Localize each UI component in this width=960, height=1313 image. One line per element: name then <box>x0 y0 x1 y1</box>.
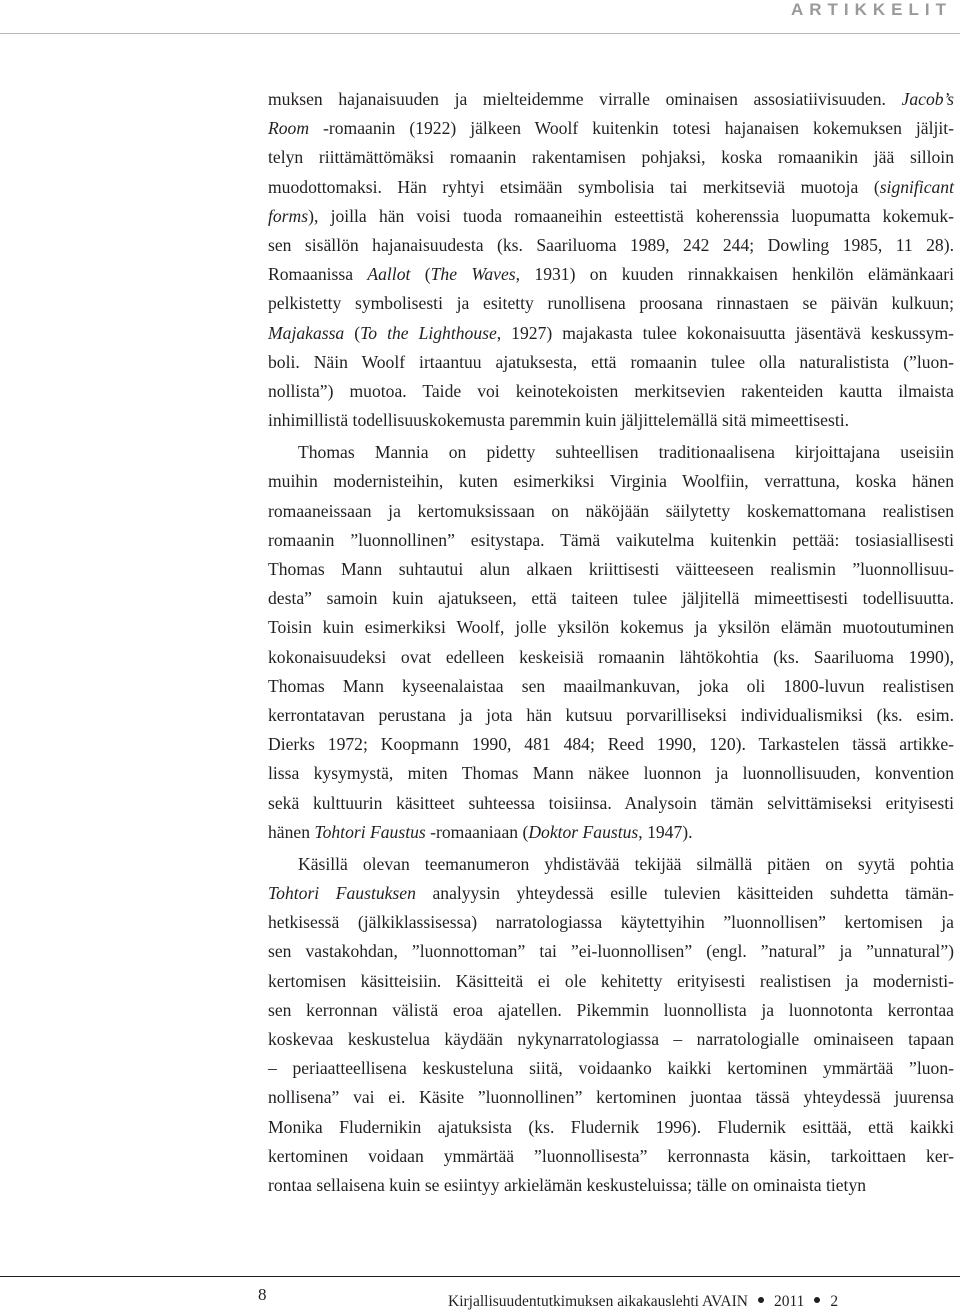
italic-title-text: Jacob’s <box>901 89 954 109</box>
text-segment: , 1947). <box>638 821 693 842</box>
text-segment: Thomas Mann kyseenalaistaa sen maailmankuvan, joka oli 1800-luvun realistisen <box>268 675 954 696</box>
paragraph <box>268 438 954 847</box>
text-line <box>268 114 954 143</box>
italic-title-text: Tohtori Faustus <box>314 821 426 842</box>
text-segment: hänen <box>268 821 315 842</box>
text-segment: romaaneissaan ja kertomuksissaan on näköjään säilytetty koskemattomana realistisen <box>268 500 954 521</box>
text-segment: muihin modernisteihin, kuten esimerkiksi Virginia Woolfiin, verrattuna, koska hänen <box>268 471 954 492</box>
footer-divider <box>0 1276 960 1277</box>
italic-title-text: To the Lighthouse <box>360 322 497 343</box>
text-line <box>268 555 954 584</box>
text-segment: kertominen voidaan ymmärtää ”luonnollisesta” kerronnasta käsin, tarkoittaen ker- <box>268 1145 954 1166</box>
text-line <box>268 701 954 730</box>
text-segment: -romaaniaan ( <box>425 821 529 842</box>
bullet-separator <box>758 1297 764 1303</box>
text-line <box>268 319 954 348</box>
text-segment: , 1927) majakasta tulee kokonaisuutta jäsentävä keskussym- <box>496 322 955 343</box>
text-line <box>268 879 954 908</box>
text-segment: kokonaisuudeksi ovat edelleen keskeisiä romaanin lähtökohtia (ks. Saariluoma 1990), <box>268 646 954 667</box>
text-line <box>268 584 954 613</box>
bullet-separator <box>814 1297 820 1303</box>
text-line <box>268 996 954 1025</box>
italic-title-text: Tohtori Faustuksen <box>268 883 416 904</box>
text-line <box>268 967 954 996</box>
text-segment: Käsillä olevan teemanumeron yhdistävää tekijää silmällä pitäen on syytä pohtia <box>298 853 954 874</box>
text-line <box>268 1083 954 1112</box>
text-segment: pelkistetty symbolisesti ja esitetty runollisena proosana rinnastaen se päivän kulkuun; <box>268 293 954 314</box>
text-segment: Romaanissa <box>268 264 368 285</box>
italic-title-text: Room <box>268 118 310 139</box>
text-segment: Dierks 1972; Koopmann 1990, 481 484; Reed 1990, 120). Tarkastelen tässä artikke- <box>268 734 954 755</box>
article-body <box>268 85 954 1200</box>
paragraph <box>268 85 954 435</box>
text-segment: ), joilla hän voisi tuoda romaaneihin esteettistä koherenssia luopumatta kokemuk- <box>308 205 954 226</box>
journal-issue: 2 <box>830 1293 839 1310</box>
text-line <box>268 497 954 526</box>
italic-title-text: Majakassa <box>268 322 345 343</box>
text-line <box>268 1142 954 1171</box>
text-line <box>268 1025 954 1054</box>
text-segment: sekä kulttuurin käsitteet suhteessa toisiinsa. Analysoin tämän selvittämiseksi erityisesti <box>268 792 954 813</box>
text-segment: kerrontatavan perustana ja jota hän kutsuu porvarilliseksi individualismiksi (ks. esim. <box>268 704 954 725</box>
text-segment: boli. Näin Woolf irtaantuu ajatuksesta, että romaanin tulee olla naturalistista (”luon- <box>268 351 954 372</box>
italic-title-text: The Waves <box>430 264 516 285</box>
text-segment: Monika Fludernikin ajatuksista (ks. Fludernik 1996). Fludernik esittää, että kaikki <box>268 1116 954 1137</box>
text-segment: -romaanin (1922) jälkeen Woolf kuitenkin totesi hajanaisen kokemuksen jäljit- <box>309 118 954 139</box>
text-segment: sen kerronnan välistä eroa ajatellen. Pikemmin luonnollista ja luonnotonta kerrontaa <box>268 999 954 1020</box>
journal-info <box>448 1293 838 1311</box>
text-line <box>268 730 954 759</box>
text-segment: ( <box>344 322 361 343</box>
text-line <box>268 438 954 467</box>
text-segment: inhimillistä todellisuuskokemusta paremmin kuin jäljittelemällä sitä mimeettisesti. <box>268 410 849 431</box>
text-line <box>268 1054 954 1083</box>
text-line <box>268 937 954 966</box>
text-segment: rontaa sellaisena kuin se esiintyy arkielämän keskusteluissa; tälle on ominaista tietyn <box>268 1174 867 1195</box>
text-line <box>268 348 954 377</box>
text-line <box>268 260 954 289</box>
text-line <box>268 789 954 818</box>
text-segment: telyn riittämättömäksi romaanin rakentamisen pohjaksi, koska romaanikin jää silloin <box>268 147 954 168</box>
text-line <box>268 672 954 701</box>
text-segment: lissa kysymystä, miten Thomas Mann näkee luonnon ja luonnollisuuden, konvention <box>268 763 954 784</box>
text-segment: – periaatteellisena keskusteluna siitä, voidaanko kaikki kertominen ymmärtää ”luon- <box>268 1058 954 1079</box>
text-segment: ( <box>410 264 431 285</box>
text-segment: muksen hajanaisuuden ja mielteidemme virralle ominaisen assosiatiivisuuden. <box>268 89 902 109</box>
italic-title-text: significant <box>879 176 954 197</box>
text-line <box>268 377 954 406</box>
text-line <box>268 1171 954 1200</box>
text-line <box>268 1113 954 1142</box>
text-segment: kertomisen käsitteisiin. Käsitteitä ei ole kehitetty erityisesti realistisen ja modernisti- <box>268 970 954 991</box>
text-line <box>268 613 954 642</box>
text-segment: Toisin kuin esimerkiksi Woolf, jolle yksilön kokemus ja yksilön elämän muotoutuminen <box>268 617 954 638</box>
text-segment: koskevaa keskustelua käydään nykynarratologiassa – narratologialle ominaiseen tapaan <box>268 1029 954 1049</box>
text-segment: , 1931) on kuuden rinnakkaisen henkilön elämänkaari <box>515 264 954 285</box>
text-line <box>268 289 954 318</box>
text-line <box>268 759 954 788</box>
text-segment: hetkisessä (jälkiklassisessa) narratologiassa käytettyihin ”luonnollisen” kertomisen ja <box>268 912 954 933</box>
text-segment: romaanin ”luonnollinen” esitystapa. Tämä vaikutelma kuitenkin pettää: tosiasiallisesti <box>268 529 954 550</box>
text-segment: Thomas Mannia on pidetty suhteellisen traditionaalisena kirjoittajana useisiin <box>298 442 954 463</box>
text-line <box>268 231 954 260</box>
text-line <box>268 406 954 435</box>
header-divider <box>0 33 960 34</box>
text-line <box>268 526 954 555</box>
text-line <box>268 850 954 879</box>
text-segment: muodottomaksi. Hän ryhtyi etsimään symbolisia tai merkitseviä muotoja ( <box>268 176 880 197</box>
text-segment: sen sisällön hajanaisuudesta (ks. Saariluoma 1989, 242 244; Dowling 1985, 11 28). <box>268 234 954 255</box>
text-line <box>268 908 954 937</box>
text-line <box>268 85 954 114</box>
text-line <box>268 173 954 202</box>
italic-title-text: Doktor Faustus <box>528 821 639 842</box>
text-segment: Thomas Mann suhtautui alun alkaen kriittisesti väitteeseen realismin ”luonnollisuu- <box>268 559 954 579</box>
section-label: ARTIKKELIT <box>790 0 952 19</box>
journal-year: 2011 <box>773 1293 805 1310</box>
journal-title: Kirjallisuudentutkimuksen aikakauslehti AVAIN <box>448 1293 748 1310</box>
text-segment: analyysin yhteydessä esille tulevien käsitteiden suhdetta tämän- <box>415 883 954 904</box>
italic-title-text: Aallot <box>367 264 411 285</box>
italic-title-text: forms <box>268 205 309 226</box>
paragraph <box>268 850 954 1200</box>
text-line <box>268 643 954 672</box>
text-line <box>268 202 954 231</box>
text-segment: sen vastakohdan, ”luonnottoman” tai ”ei-luonnollisen” (engl. ”natural” ja ”unnatural”) <box>268 941 954 962</box>
page-number: 8 <box>258 1285 267 1304</box>
text-segment: nollista”) muotoa. Taide voi keinotekoisten merkitsevien rakenteiden kautta ilmaista <box>268 380 954 401</box>
text-segment: desta” samoin kuin ajatukseen, että taiteen tulee jäljitellä mimeettisesti todellisuutta. <box>268 588 954 609</box>
text-line <box>268 818 954 847</box>
text-segment: nollisena” vai ei. Käsite ”luonnollinen” kertominen juontaa tässä yhteydessä juurensa <box>268 1087 954 1108</box>
text-line <box>268 143 954 172</box>
text-line <box>268 467 954 496</box>
